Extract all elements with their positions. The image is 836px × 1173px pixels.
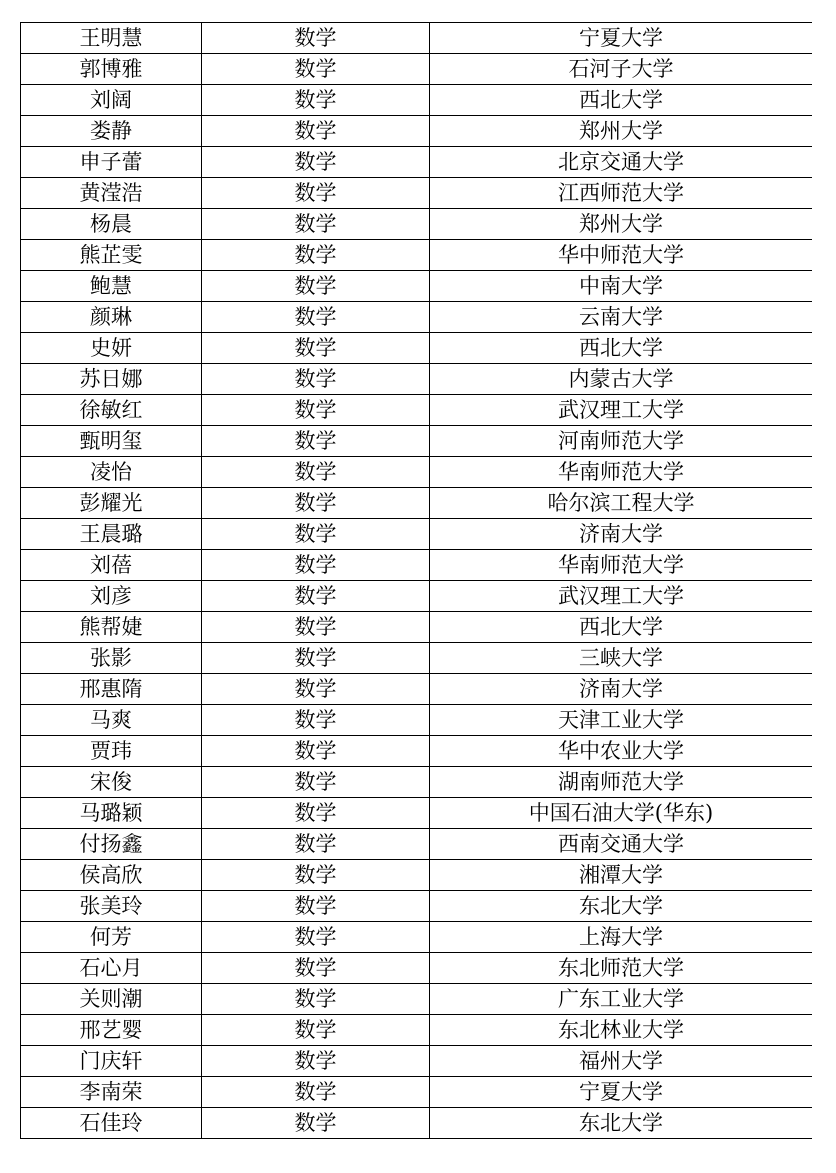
name-cell: 鲍慧 [21,271,202,302]
name-cell: 马璐颖 [21,798,202,829]
school-cell: 济南大学 [430,674,813,705]
name-cell: 李南荣 [21,1077,202,1108]
major-cell: 数学 [202,178,430,209]
school-cell: 湖南师范大学 [430,767,813,798]
major-cell: 数学 [202,984,430,1015]
name-cell: 黄滢浩 [21,178,202,209]
table-row [21,829,813,860]
table-row [21,674,813,705]
name-cell: 杨晨 [21,209,202,240]
name-cell: 郭博雅 [21,54,202,85]
name-cell: 凌怡 [21,457,202,488]
school-cell: 云南大学 [430,302,813,333]
name-cell: 门庆轩 [21,1046,202,1077]
table-row [21,643,813,674]
table-row [21,271,813,302]
major-cell: 数学 [202,550,430,581]
major-cell: 数学 [202,395,430,426]
document-page [20,22,812,1173]
name-cell: 贾玮 [21,736,202,767]
school-cell: 西南交通大学 [430,829,813,860]
school-cell: 西北大学 [430,612,813,643]
table-row [21,1077,813,1108]
table-row [21,550,813,581]
major-cell: 数学 [202,612,430,643]
school-cell: 福州大学 [430,1046,813,1077]
name-cell: 邢艺婴 [21,1015,202,1046]
major-cell: 数学 [202,860,430,891]
school-cell: 天津工业大学 [430,705,813,736]
school-cell: 东北大学 [430,1108,813,1139]
major-cell: 数学 [202,364,430,395]
table-row [21,302,813,333]
name-cell: 王明慧 [21,23,202,54]
table-row [21,1015,813,1046]
name-cell: 侯高欣 [21,860,202,891]
school-cell: 广东工业大学 [430,984,813,1015]
major-cell: 数学 [202,519,430,550]
school-cell: 华中农业大学 [430,736,813,767]
school-cell: 宁夏大学 [430,23,813,54]
table-row [21,54,813,85]
school-cell: 郑州大学 [430,116,813,147]
school-cell: 济南大学 [430,519,813,550]
name-cell: 刘蓓 [21,550,202,581]
school-cell: 东北大学 [430,891,813,922]
major-cell: 数学 [202,953,430,984]
name-cell: 苏日娜 [21,364,202,395]
school-cell: 石河子大学 [430,54,813,85]
major-cell: 数学 [202,23,430,54]
table-row [21,457,813,488]
school-cell: 宁夏大学 [430,1077,813,1108]
table-row [21,178,813,209]
major-cell: 数学 [202,829,430,860]
major-cell: 数学 [202,581,430,612]
table-row [21,426,813,457]
table-row [21,891,813,922]
table-row [21,953,813,984]
school-cell: 江西师范大学 [430,178,813,209]
name-cell: 何芳 [21,922,202,953]
table-row [21,767,813,798]
name-cell: 石佳玲 [21,1108,202,1139]
major-cell: 数学 [202,736,430,767]
school-cell: 中国石油大学(华东) [430,798,813,829]
name-cell: 徐敏红 [21,395,202,426]
name-cell: 马爽 [21,705,202,736]
major-cell: 数学 [202,488,430,519]
name-cell: 申子蕾 [21,147,202,178]
major-cell: 数学 [202,1046,430,1077]
table-row [21,581,813,612]
major-cell: 数学 [202,302,430,333]
table-row [21,705,813,736]
school-cell: 武汉理工大学 [430,395,813,426]
major-cell: 数学 [202,1108,430,1139]
name-cell: 史妍 [21,333,202,364]
name-cell: 刘阔 [21,85,202,116]
table-row [21,488,813,519]
major-cell: 数学 [202,674,430,705]
school-cell: 哈尔滨工程大学 [430,488,813,519]
table-row [21,209,813,240]
table-row [21,1046,813,1077]
school-cell: 西北大学 [430,333,813,364]
school-cell: 北京交通大学 [430,147,813,178]
school-cell: 西北大学 [430,85,813,116]
table-body [21,23,813,1139]
name-cell: 付扬鑫 [21,829,202,860]
major-cell: 数学 [202,209,430,240]
table-row [21,1108,813,1139]
name-cell: 张美玲 [21,891,202,922]
school-cell: 郑州大学 [430,209,813,240]
table-row [21,240,813,271]
school-cell: 东北师范大学 [430,953,813,984]
name-cell: 宋俊 [21,767,202,798]
major-cell: 数学 [202,116,430,147]
school-cell: 三峡大学 [430,643,813,674]
major-cell: 数学 [202,457,430,488]
table-row [21,612,813,643]
name-cell: 刘彦 [21,581,202,612]
school-cell: 上海大学 [430,922,813,953]
name-cell: 熊芷雯 [21,240,202,271]
major-cell: 数学 [202,271,430,302]
major-cell: 数学 [202,426,430,457]
school-cell: 内蒙古大学 [430,364,813,395]
table-row [21,364,813,395]
name-cell: 彭耀光 [21,488,202,519]
major-cell: 数学 [202,798,430,829]
table-row [21,333,813,364]
name-cell: 张影 [21,643,202,674]
major-cell: 数学 [202,54,430,85]
table-row [21,736,813,767]
name-cell: 王晨璐 [21,519,202,550]
major-cell: 数学 [202,85,430,116]
name-cell: 关则潮 [21,984,202,1015]
major-cell: 数学 [202,1015,430,1046]
major-cell: 数学 [202,147,430,178]
table-row [21,984,813,1015]
school-cell: 华南师范大学 [430,457,813,488]
name-cell: 石心月 [21,953,202,984]
name-cell: 熊帮婕 [21,612,202,643]
major-cell: 数学 [202,767,430,798]
name-cell: 娄静 [21,116,202,147]
name-cell: 邢惠隋 [21,674,202,705]
school-cell: 河南师范大学 [430,426,813,457]
table-row [21,116,813,147]
major-cell: 数学 [202,891,430,922]
table-row [21,922,813,953]
table-row [21,147,813,178]
school-cell: 华中师范大学 [430,240,813,271]
major-cell: 数学 [202,240,430,271]
school-cell: 武汉理工大学 [430,581,813,612]
table-row [21,860,813,891]
school-cell: 中南大学 [430,271,813,302]
table-row [21,85,813,116]
admission-list-table [20,22,812,1139]
table-row [21,23,813,54]
table-row [21,395,813,426]
major-cell: 数学 [202,333,430,364]
school-cell: 湘潭大学 [430,860,813,891]
table-row [21,798,813,829]
name-cell: 颜琳 [21,302,202,333]
major-cell: 数学 [202,705,430,736]
table-row [21,519,813,550]
school-cell: 华南师范大学 [430,550,813,581]
school-cell: 东北林业大学 [430,1015,813,1046]
major-cell: 数学 [202,922,430,953]
name-cell: 甄明玺 [21,426,202,457]
major-cell: 数学 [202,643,430,674]
major-cell: 数学 [202,1077,430,1108]
